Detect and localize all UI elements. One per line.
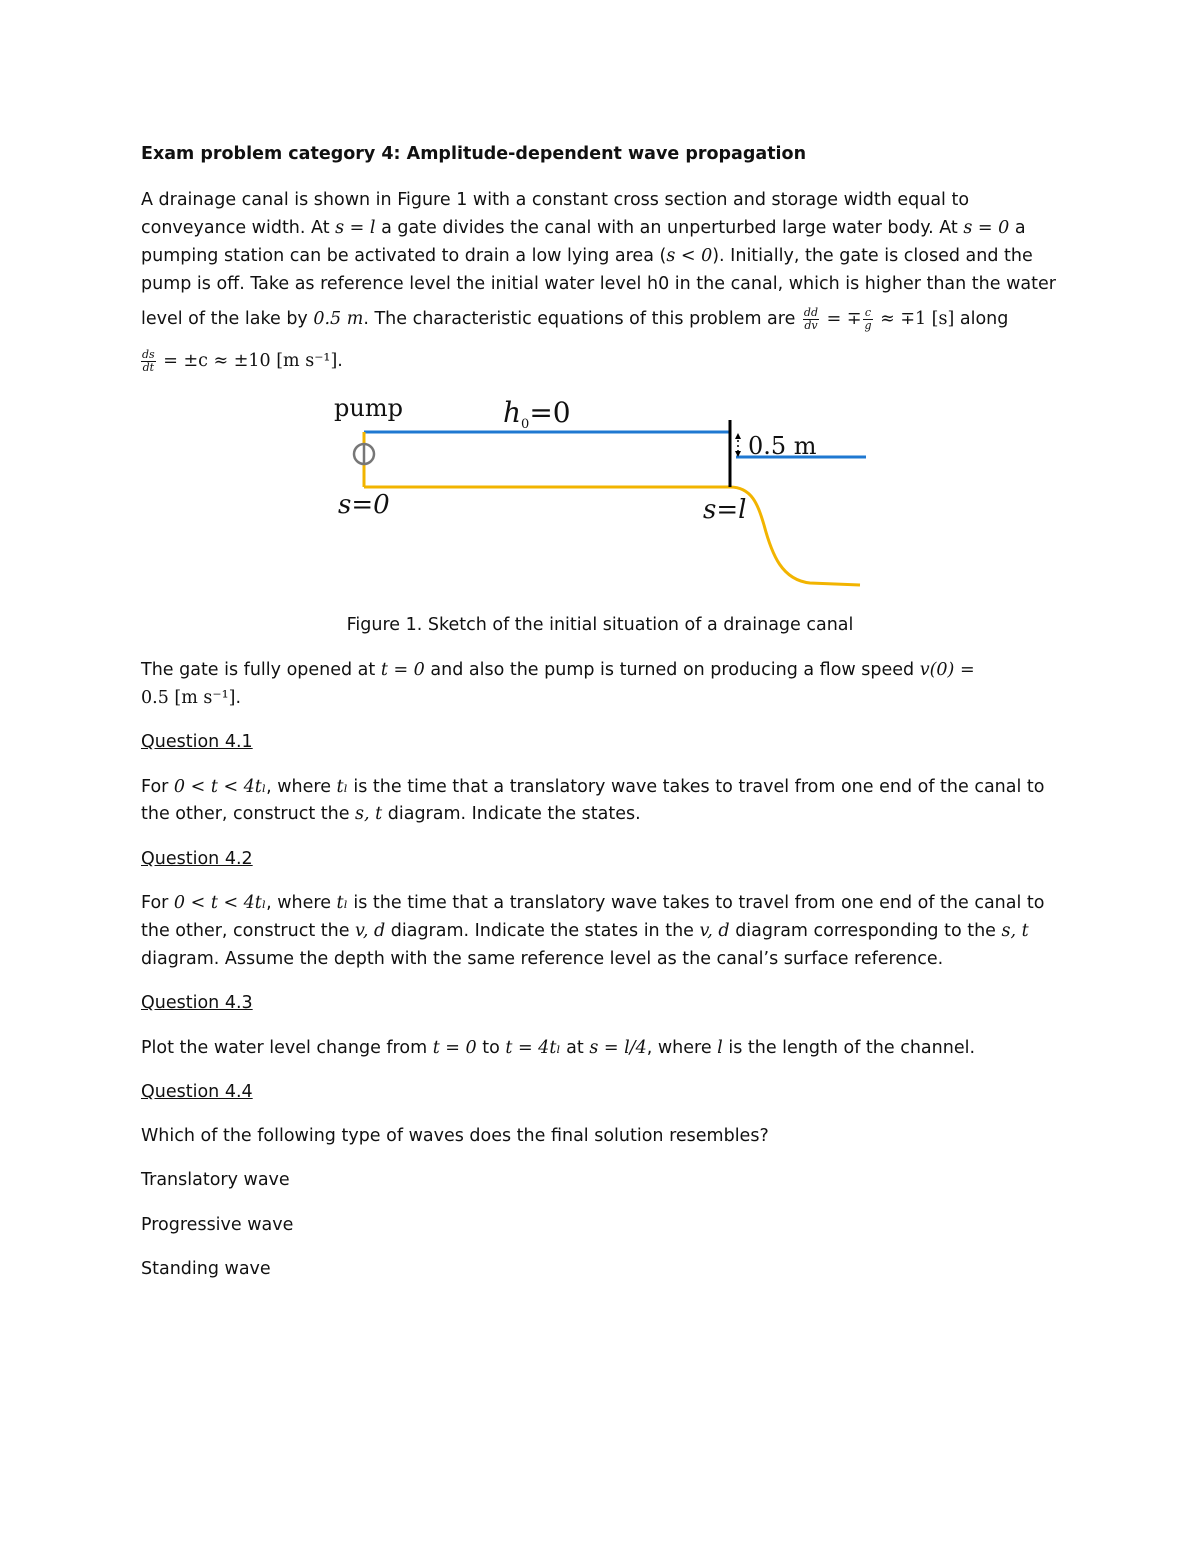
question-4-1-line-2: [141, 802, 641, 826]
question-4-1-heading: Question 4.1: [141, 732, 253, 752]
text: is the length of the channel.: [722, 1038, 976, 1058]
question-4-2-heading: Question 4.2: [141, 849, 253, 869]
text: the other, construct the: [141, 804, 356, 824]
text: For: [141, 893, 174, 913]
math-expression: s = 0: [963, 218, 1010, 238]
text: diagram. Indicate the states in the: [385, 921, 700, 941]
text: diagram. Assume the depth with the same reference level as the canal’s surface reference.: [141, 949, 944, 969]
h-value: =0: [529, 396, 571, 429]
option-progressive-wave: Progressive wave: [141, 1215, 294, 1235]
math-expression: 0 < t < 4tₗ: [173, 777, 267, 797]
intro-line-4: [141, 272, 1056, 296]
text: a gate divides the canal with an unperturbed large water body. At: [375, 218, 964, 238]
numerator: c: [864, 305, 872, 319]
math-expression: s = l: [335, 218, 376, 238]
math-expression: s = l/4: [589, 1038, 647, 1058]
h-symbol: h: [503, 396, 522, 429]
page-title: Exam problem category 4: Amplitude-dependent wave propagation: [141, 144, 807, 164]
math-expression: = ±c ≈ ±10 [m s⁻¹]: [157, 351, 338, 371]
text: at: [560, 1038, 590, 1058]
math-expression: t = 4tₗ: [505, 1038, 561, 1058]
question-4-2-line-2: [141, 919, 1029, 943]
option-standing-wave: Standing wave: [141, 1259, 271, 1279]
question-4-4-heading: Question 4.4: [141, 1082, 253, 1102]
fraction-c-g: [863, 307, 872, 332]
text: The gate is fully opened at: [141, 660, 381, 680]
numerator: dd: [803, 305, 819, 319]
h-subscript: 0: [521, 417, 530, 432]
question-4-3-heading: Question 4.3: [141, 993, 253, 1013]
math-expression: s, t: [355, 804, 383, 824]
figure-caption: Figure 1. Sketch of the initial situation of a drainage canal: [346, 615, 854, 635]
text: , where: [266, 893, 337, 913]
math-expression: v, d: [699, 921, 730, 941]
text: level of the lake by: [141, 309, 314, 329]
fraction-dd-dv: [803, 307, 819, 332]
text: and also the pump is turned on producing a flow speed: [424, 660, 920, 680]
math-expression: 0.5 [m s⁻¹]: [141, 688, 236, 708]
text: pumping station can be activated to drain a low lying area (: [141, 246, 667, 266]
option-translatory-wave: Translatory wave: [141, 1170, 290, 1190]
text: , where: [646, 1038, 718, 1058]
text: the other, construct the: [141, 921, 356, 941]
intro-line-5: [141, 304, 1008, 334]
math-expression: t = 0: [380, 660, 425, 680]
text: along: [954, 309, 1009, 329]
text: ). Initially, the gate is closed and the: [712, 246, 1033, 266]
math-expression: l: [717, 1038, 723, 1058]
pump-label: pump: [334, 395, 403, 422]
denominator: g: [864, 318, 872, 332]
after-fig-line-2: [141, 686, 241, 710]
math-expression: 0 < t < 4tₗ: [173, 893, 267, 913]
math-expression: tₗ: [336, 893, 348, 913]
text: diagram. Indicate the states.: [382, 804, 641, 824]
math-expression: = ∓: [821, 309, 862, 329]
text: to: [476, 1038, 506, 1058]
text: .: [337, 351, 343, 371]
text: is the time that a translatory wave takes to travel from one end of the canal to: [347, 893, 1045, 913]
denominator: dv: [804, 318, 818, 332]
text: . The characteristic equations of this problem are: [363, 309, 801, 329]
text: , where: [266, 777, 337, 797]
canal-figure: [0, 395, 1200, 605]
intro-line-6: [141, 346, 343, 376]
math-expression: s, t: [1001, 921, 1029, 941]
sl-label: s=l: [703, 495, 747, 525]
h0-label: [503, 396, 571, 432]
text: Plot the water level change from: [141, 1038, 433, 1058]
question-4-2-line-1: [141, 891, 1044, 915]
text: is the time that a translatory wave takes to travel from one end of the canal to: [347, 777, 1045, 797]
text: conveyance width. At: [141, 218, 336, 238]
fraction-ds-dt: [141, 349, 156, 374]
numerator: ds: [142, 347, 155, 361]
intro-line-1: [141, 188, 969, 212]
intro-line-2: [141, 216, 1026, 240]
drop-label: 0.5 m: [748, 432, 817, 460]
text: .: [235, 688, 242, 708]
math-expression: t = 0: [432, 1038, 477, 1058]
canal-bed-line: [364, 487, 860, 585]
question-4-4-line-1: Which of the following type of waves does the final solution resembles?: [141, 1126, 769, 1146]
after-fig-line-1: [141, 658, 975, 682]
intro-line-3: [141, 244, 1033, 268]
question-4-2-line-3: [141, 947, 943, 971]
math-expression: v(0) =: [919, 660, 975, 680]
text: pump is off. Take as reference level the initial water level h0 in the canal, which is higher than the water: [141, 274, 1056, 294]
math-expression: s < 0: [666, 246, 713, 266]
question-4-1-line-1: [141, 775, 1044, 799]
arrow-up-icon: [735, 433, 741, 439]
math-expression: tₗ: [336, 777, 348, 797]
question-4-3-line-1: [141, 1036, 975, 1060]
denominator: dt: [142, 360, 155, 374]
s0-label: s=0: [338, 490, 390, 520]
math-expression: ≈ ∓1 [s]: [874, 309, 955, 329]
math-expression: 0.5 m: [313, 309, 364, 329]
text: a: [1009, 218, 1026, 238]
text: A drainage canal is shown in Figure 1 with a constant cross section and storage width equal to: [141, 190, 970, 210]
text: diagram corresponding to the: [729, 921, 1002, 941]
math-expression: v, d: [355, 921, 386, 941]
text: For: [141, 777, 174, 797]
